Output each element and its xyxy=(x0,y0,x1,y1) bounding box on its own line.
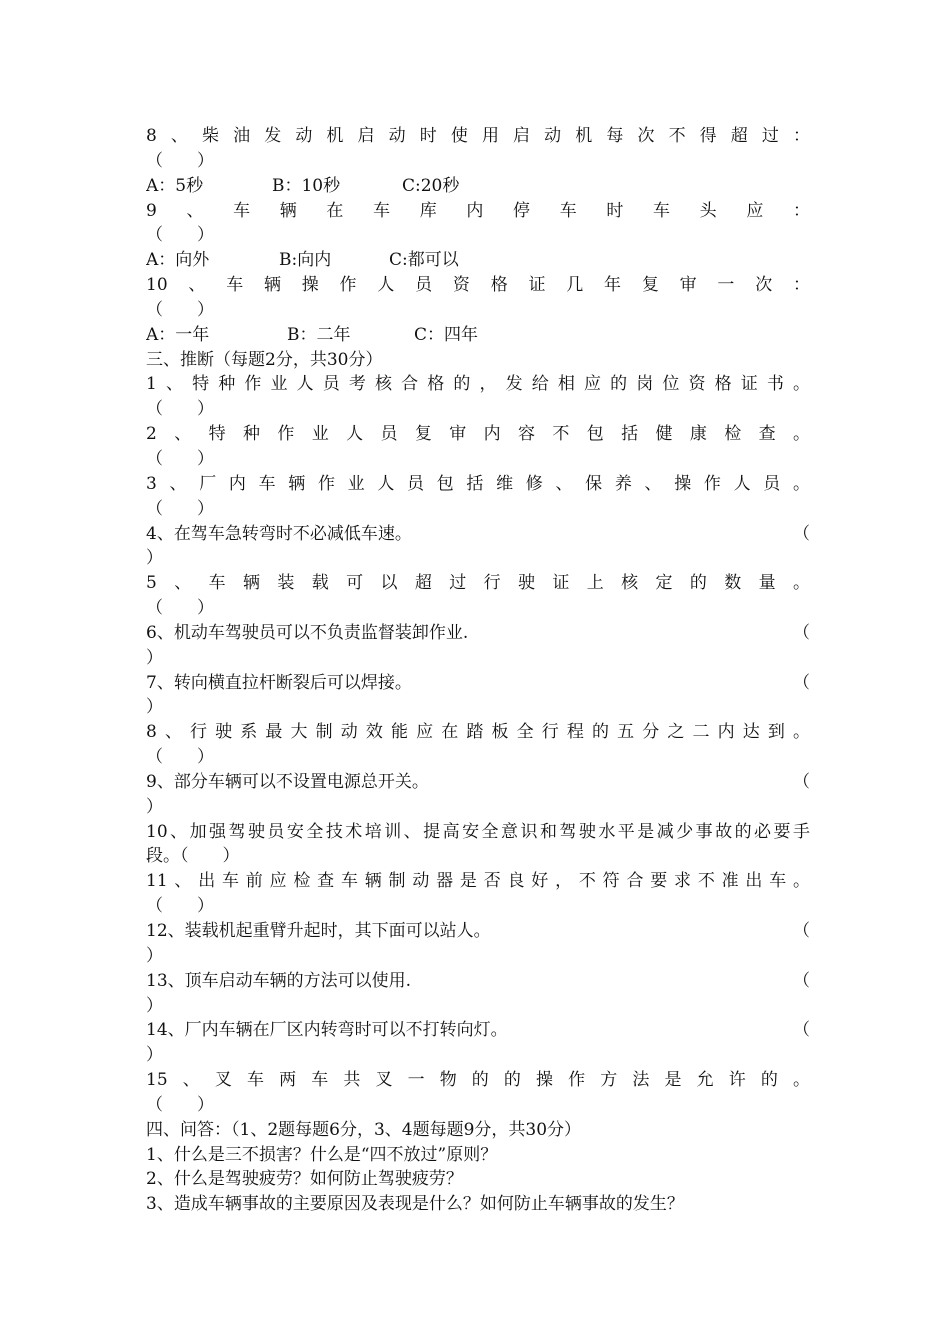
item-text: 9、部分车辆可以不设置电源总开关。 xyxy=(146,771,429,792)
judge-item-12 xyxy=(146,919,810,969)
item-text: 1、特种作业人员考核合格的，发给相应的岗位资格证书。 xyxy=(146,374,810,395)
option-c: C:都可以 xyxy=(389,250,459,271)
judge-item-14 xyxy=(146,1018,810,1068)
answer-blank: （ ） xyxy=(146,399,214,420)
item-row xyxy=(146,671,810,696)
paren-close: ） xyxy=(146,697,163,718)
paren-open: （ xyxy=(793,921,810,941)
mc-question-8 xyxy=(146,124,810,199)
answer-blank: （ ） xyxy=(146,1094,214,1115)
item-row xyxy=(146,919,810,944)
qa-item-2: 2、什么是驾驶疲劳？如何防止驾驶疲劳？ xyxy=(146,1169,463,1190)
answer-blank: （ ） xyxy=(146,299,214,320)
option-a: A：5秒 xyxy=(146,175,204,196)
judge-item-4 xyxy=(146,522,810,572)
paren-close: ） xyxy=(146,647,163,668)
option-b: B:向内 xyxy=(279,250,332,271)
judge-item-3 xyxy=(146,472,810,522)
question-text: 10、车辆操作人员资格证几年复审一次： xyxy=(146,275,810,296)
item-text: 10、加强驾驶员安全技术培训、提高安全意识和驾驶水平是减少事故的必要手 xyxy=(146,821,810,842)
option-c: C:20秒 xyxy=(402,175,460,196)
answer-blank: （ ） xyxy=(146,896,214,917)
judge-item-5 xyxy=(146,571,810,621)
judge-item-11 xyxy=(146,869,810,919)
paren-open: （ xyxy=(793,622,810,643)
item-text: 15、叉车两车共叉一物的的操作方法是允许的。 xyxy=(146,1070,810,1091)
judge-item-1 xyxy=(146,372,810,422)
paren-open: （ xyxy=(793,523,810,544)
option-a: A：一年 xyxy=(146,324,210,345)
option-c: C：四年 xyxy=(414,324,479,345)
paren-close: ） xyxy=(146,548,163,569)
mc-question-10 xyxy=(146,273,810,348)
paren-close: ） xyxy=(146,945,163,966)
paren-close: ） xyxy=(146,796,163,817)
item-text: 12、装载机起重臂升起时，其下面可以站人。 xyxy=(146,921,491,941)
exam-content xyxy=(146,124,810,1217)
item-text: 4、在驾车急转弯时不必减低车速。 xyxy=(146,523,412,544)
question-text: 8、柴油发动机启动时使用启动机每次不得超过： xyxy=(146,126,810,146)
section-4-heading: 四、问答：（1、2题每题6分，3、4题每题9分，共30分） xyxy=(146,1119,582,1140)
paren-open: （ xyxy=(793,1020,810,1041)
answer-blank: （ ） xyxy=(146,598,214,619)
option-b: B：二年 xyxy=(287,324,351,345)
question-text: 9、车辆在车库内停车时车头应： xyxy=(146,200,810,221)
item-text: 5、车辆装载可以超过行驶证上核定的数量。 xyxy=(146,573,810,594)
paren-close: ） xyxy=(146,1045,163,1066)
answer-blank: （ ） xyxy=(146,498,214,519)
qa-item-3: 3、造成车辆事故的主要原因及表现是什么？如何防止车辆事故的发生？ xyxy=(146,1194,684,1215)
answer-blank: （ ） xyxy=(146,150,214,171)
item-row xyxy=(146,621,810,646)
judge-item-6 xyxy=(146,621,810,671)
answer-blank: （ ） xyxy=(146,448,214,469)
item-row xyxy=(146,522,810,547)
judge-item-13 xyxy=(146,969,810,1019)
judge-item-8 xyxy=(146,720,810,770)
judge-item-9 xyxy=(146,770,810,820)
item-text: 13、顶车启动车辆的方法可以使用. xyxy=(146,970,412,991)
paren-open: （ xyxy=(793,771,810,792)
option-row xyxy=(146,174,810,199)
item-text: 2、特种作业人员复审内容不包括健康检查。 xyxy=(146,424,810,445)
item-text: 11、出车前应检查车辆制动器是否良好，不符合要求不准出车。 xyxy=(146,871,810,892)
qa-item-1: 1、什么是三不损害？什么是“四不放过”原则？ xyxy=(146,1144,498,1165)
paren-open: （ xyxy=(793,672,810,693)
item-text: 6、机动车驾驶员可以不负责监督装卸作业. xyxy=(146,622,469,643)
option-row xyxy=(146,248,810,273)
item-text: 3、厂内车辆作业人员包括维修、保养、操作人员。 xyxy=(146,473,810,494)
paren-open: （ xyxy=(793,970,810,991)
item-row xyxy=(146,770,810,795)
judge-item-7 xyxy=(146,671,810,721)
judge-item-2 xyxy=(146,422,810,472)
judge-item-10 xyxy=(146,820,810,870)
item-text: 7、转向横直拉杆断裂后可以焊接。 xyxy=(146,672,412,693)
option-b: B：10秒 xyxy=(272,175,341,196)
answer-blank: （ ） xyxy=(146,225,214,246)
answer-blank: （ ） xyxy=(146,747,214,768)
option-row xyxy=(146,323,810,348)
section-3-heading: 三、推断（每题2分，共30分） xyxy=(146,349,383,370)
item-text-continued: 段。（ ） xyxy=(146,846,240,867)
item-text: 8、行驶系最大制动效能应在踏板全行程的五分之二内达到。 xyxy=(146,722,810,743)
paren-close: ） xyxy=(146,995,163,1016)
judge-item-15 xyxy=(146,1068,810,1118)
item-text: 14、厂内车辆在厂区内转弯时可以不打转向灯。 xyxy=(146,1020,508,1041)
option-a: A：向外 xyxy=(146,250,210,271)
mc-question-9 xyxy=(146,199,810,274)
item-row xyxy=(146,1018,810,1043)
item-row xyxy=(146,969,810,994)
